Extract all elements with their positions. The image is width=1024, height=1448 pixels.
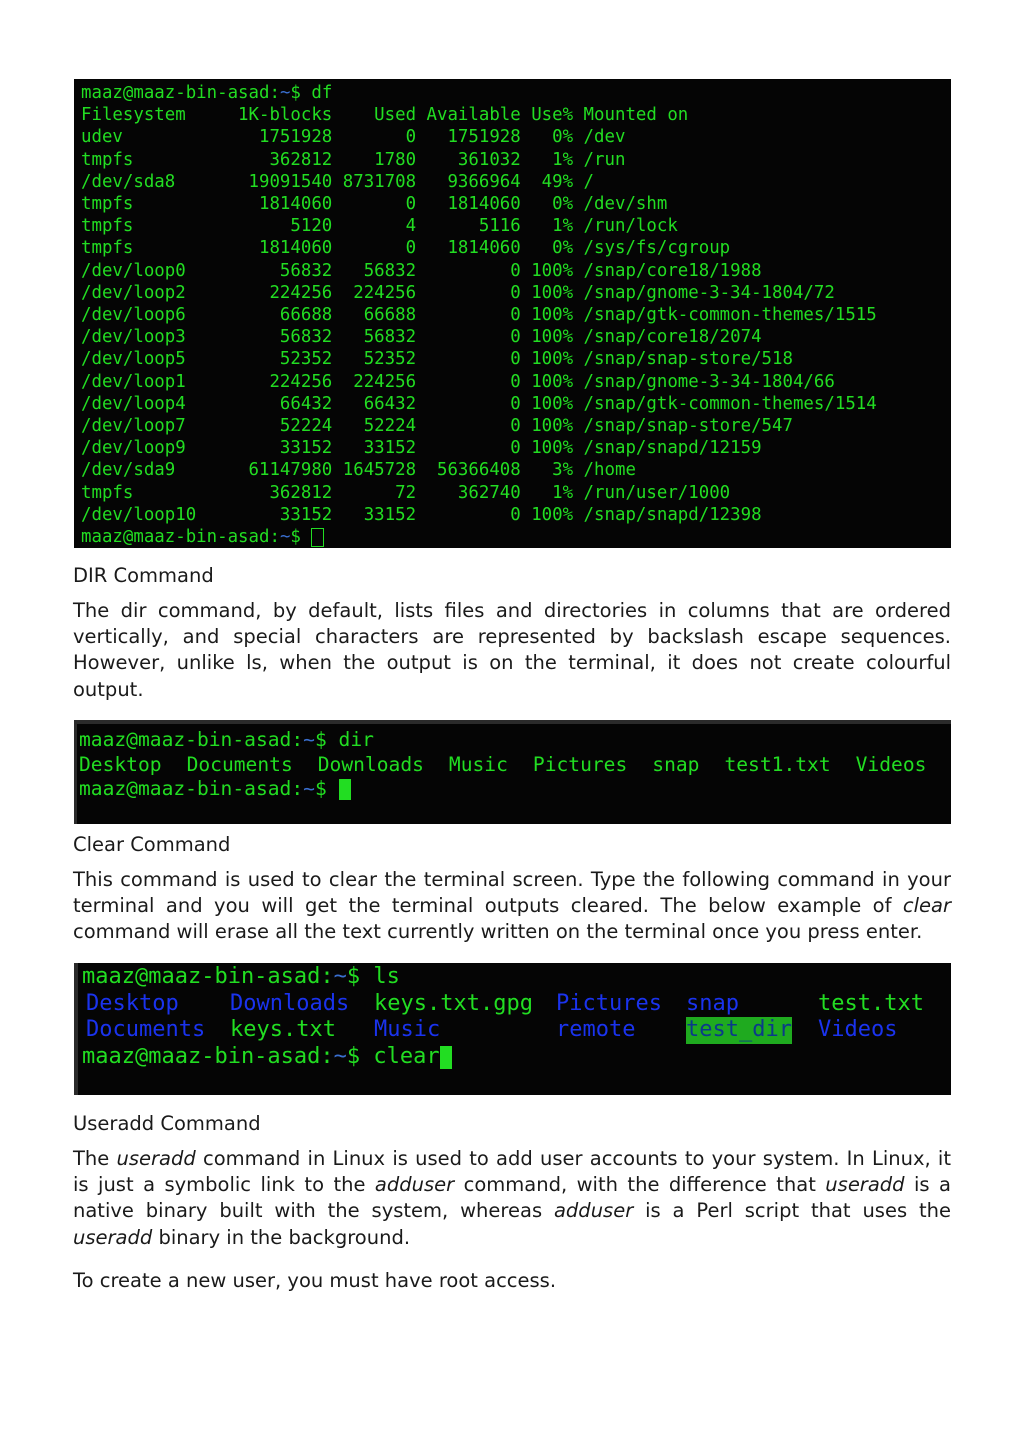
useradd-command-heading: Useradd Command — [73, 1112, 261, 1135]
text: command, with the difference that — [454, 1173, 826, 1197]
dir-item: Documents — [186, 752, 293, 776]
prompt: maaz@maaz-bin-asad: — [79, 777, 304, 800]
df-terminal-screenshot — [74, 79, 951, 548]
text: command in Linux is used to add user accounts to your system. In Linux, it is just a symbolic link to the — [73, 1147, 951, 1197]
df-row: tmpfs 5120 4 5116 1% /run/lock — [81, 216, 678, 237]
root-access-note: To create a new user, you must have root access. — [73, 1269, 557, 1292]
ls-output-row — [82, 991, 951, 1018]
ls-file: keys.txt — [230, 1017, 336, 1042]
df-row: /dev/loop1 224256 224256 0 100% /snap/gnome-3-34-1804/66 — [81, 371, 835, 392]
prompt: maaz@maaz-bin-asad: — [81, 527, 280, 548]
dir-end-prompt — [79, 777, 951, 802]
ls-terminal-screenshot — [74, 963, 951, 1095]
dir-output — [79, 753, 951, 778]
prompt: maaz@maaz-bin-asad: — [81, 83, 280, 103]
emphasis: useradd — [73, 1225, 153, 1249]
dir-item: Pictures — [532, 752, 628, 776]
df-row: tmpfs 362812 72 362740 1% /run/user/1000 — [81, 482, 731, 503]
df-command-line — [81, 82, 951, 104]
df-row: /dev/loop6 66688 66688 0 100% /snap/gtk-common-themes/1515 — [81, 305, 877, 326]
prompt: maaz@maaz-bin-asad: — [82, 964, 334, 989]
ls-directory: Desktop — [86, 990, 179, 1016]
ls-directory: Videos — [818, 1017, 898, 1042]
emphasis: useradd — [116, 1147, 196, 1170]
cursor-icon — [311, 528, 324, 547]
df-row: /dev/loop9 33152 33152 0 100% /snap/snapd/12159 — [81, 438, 762, 459]
ls-file: keys.txt.gpg — [374, 990, 533, 1016]
ls-command-line — [82, 964, 951, 991]
ls-directory: remote — [556, 1017, 636, 1042]
ls-directory: snap — [686, 990, 739, 1016]
ls-directory: Documents — [86, 1017, 206, 1042]
ls-directory: Music — [374, 1017, 441, 1042]
dir-command-paragraph: The dir command, by default, lists files and directories in columns that are ordered vertically, and special characters are represented by backslash escape sequences. However, unlike ls, when the output is on the terminal, it does not create colourful output. — [73, 599, 951, 701]
cursor-icon — [440, 1046, 452, 1069]
df-row: tmpfs 362812 1780 361032 1% /run — [81, 149, 626, 170]
emphasis: clear — [902, 894, 951, 918]
df-row: /dev/sda8 19091540 8731708 9366964 49% / — [81, 171, 595, 192]
ls-file: test.txt — [818, 990, 924, 1016]
dir-item: Downloads — [317, 752, 424, 776]
df-row: /dev/sda9 61147980 1645728 56366408 3% /home — [81, 460, 636, 481]
prompt-tilde: ~ — [279, 527, 291, 548]
cursor-icon — [339, 779, 351, 800]
emphasis: adduser — [553, 1199, 634, 1223]
ls-output-row — [82, 1017, 951, 1044]
ls-directory: Downloads — [230, 990, 350, 1016]
text: is a Perl script that uses the — [633, 1199, 951, 1223]
text: The — [73, 1147, 117, 1170]
dir-command: $ dir — [314, 728, 374, 751]
df-command: $ df — [290, 83, 333, 103]
text: is a native binary built with the system, whereas — [73, 1173, 951, 1223]
clear-command-paragraph — [73, 867, 951, 946]
df-row: /dev/loop10 33152 33152 0 100% /snap/snapd/12398 — [81, 504, 762, 525]
dir-item: snap — [652, 752, 700, 776]
df-row: tmpfs 1814060 0 1814060 0% /sys/fs/cgroup — [81, 238, 731, 259]
df-row: tmpfs 1814060 0 1814060 0% /dev/shm — [81, 194, 668, 215]
text: binary in the background. — [152, 1225, 411, 1249]
dir-item: test1.txt — [724, 752, 831, 776]
emphasis: useradd — [825, 1173, 905, 1197]
df-header: Filesystem 1K-blocks Used Available Use% Mounted on — [81, 105, 689, 126]
prompt: maaz@maaz-bin-asad: — [82, 1043, 334, 1069]
clear-command-heading: Clear Command — [73, 833, 231, 856]
dir-terminal-screenshot — [74, 720, 951, 824]
prompt-tilde: ~ — [333, 964, 347, 989]
dir-item: Desktop — [79, 752, 162, 776]
emphasis: adduser — [374, 1173, 455, 1197]
prompt-tilde: ~ — [303, 728, 315, 751]
dir-item: Videos — [855, 752, 927, 776]
useradd-command-paragraph — [73, 1146, 951, 1251]
prompt-tilde: ~ — [303, 777, 315, 800]
clear-command: $ clear — [346, 1043, 440, 1069]
df-row: /dev/loop4 66432 66432 0 100% /snap/gtk-common-themes/1514 — [81, 393, 877, 414]
df-row: udev 1751928 0 1751928 0% /dev — [81, 127, 626, 148]
dir-item: Music — [448, 752, 508, 776]
dir-command-line — [79, 728, 951, 753]
ls-command: $ ls — [346, 964, 400, 989]
clear-command-line — [82, 1044, 951, 1071]
df-row: /dev/loop5 52352 52352 0 100% /snap/snap-store/518 — [81, 349, 793, 370]
text: command will erase all the text currently written on the terminal once you press enter. — [73, 920, 923, 944]
df-row: /dev/loop0 56832 56832 0 100% /snap/core18/1988 — [81, 260, 762, 281]
prompt-tilde: ~ — [333, 1043, 347, 1069]
df-end-prompt — [81, 526, 951, 548]
df-row: /dev/loop2 224256 224256 0 100% /snap/gnome-3-34-1804/72 — [81, 282, 835, 303]
df-rows — [81, 126, 951, 526]
df-row: /dev/loop3 56832 56832 0 100% /snap/core18/2074 — [81, 327, 762, 348]
prompt-dollar: $ — [290, 527, 312, 548]
ls-directory: test_dir — [686, 1017, 792, 1042]
df-row: /dev/loop7 52224 52224 0 100% /snap/snap-store/547 — [81, 416, 793, 437]
prompt-tilde: ~ — [279, 83, 291, 103]
dir-command-heading: DIR Command — [73, 564, 214, 587]
prompt: maaz@maaz-bin-asad: — [79, 728, 304, 751]
ls-directory: Pictures — [556, 990, 662, 1016]
prompt-dollar: $ — [314, 777, 339, 800]
text: This command is used to clear the terminal screen. Type the following command in your terminal and you will get the terminal outputs cleared. The below example of — [73, 868, 951, 918]
